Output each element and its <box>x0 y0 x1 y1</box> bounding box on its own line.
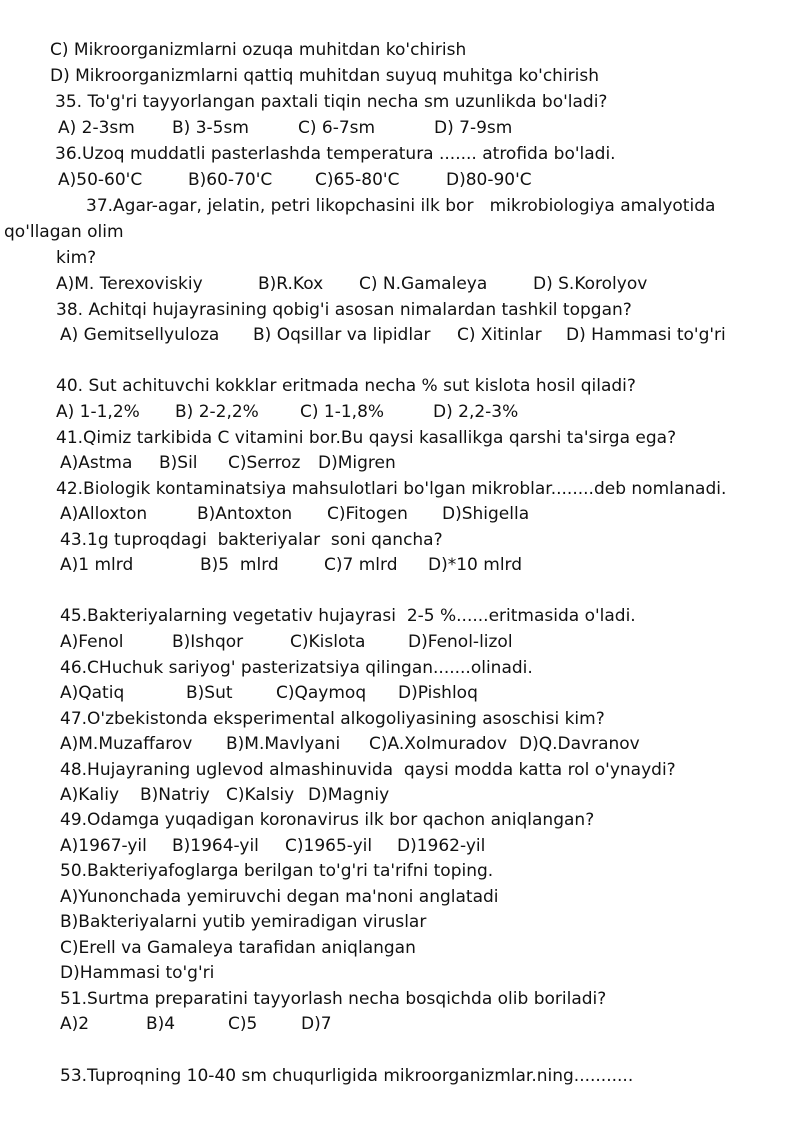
q46-option-a: A)Qatiq <box>60 683 125 703</box>
q47-option-b: B)M.Mavlyani <box>226 734 341 754</box>
q37-option-b: B)R.Kox <box>258 274 324 294</box>
q41-option-c: C)Serroz <box>228 453 301 473</box>
question-50: 50.Bakteriyafoglarga berilgan to'g'ri ta'rifni toping. <box>60 861 494 881</box>
q43-option-c: C)7 mlrd <box>324 555 398 575</box>
q41-option-a: A)Astma <box>60 453 133 473</box>
q51-option-d: D)7 <box>301 1014 332 1034</box>
question-49: 49.Odamga yuqadigan koronavirus ilk bor qachon aniqlangan? <box>60 810 595 830</box>
question-42: 42.Biologik kontaminatsiya mahsulotlari bo'lgan mikroblar........deb nomlanadi. <box>56 479 727 499</box>
q47-option-d: D)Q.Davranov <box>519 734 640 754</box>
q48-option-c: C)Kalsiy <box>226 785 295 805</box>
q49-option-c: C)1965-yil <box>285 836 373 856</box>
question-37-line2: qo'llagan olim <box>4 222 124 242</box>
question-37-line1: 37.Agar-agar, jelatin, petri likopchasini ilk bor mikrobiologiya amalyotida <box>86 196 716 216</box>
q47-option-a: A)M.Muzaffarov <box>60 734 193 754</box>
q45-option-b: B)Ishqor <box>172 632 244 652</box>
q47-option-c: C)A.Xolmuradov <box>369 734 508 754</box>
q50-option-c: C)Erell va Gamaleya tarafidan aniqlangan <box>60 938 416 958</box>
q43-option-b: B)5 mlrd <box>200 555 279 575</box>
question-41: 41.Qimiz tarkibida C vitamini bor.Bu qaysi kasallikga qarshi ta'sirga ega? <box>56 428 677 448</box>
question-51: 51.Surtma preparatini tayyorlash necha bosqichda olib boriladi? <box>60 989 607 1009</box>
q49-option-b: B)1964-yil <box>172 836 259 856</box>
q36-option-c: C)65-80'C <box>315 170 400 190</box>
q48-option-d: D)Magniy <box>308 785 390 805</box>
q40-option-a: A) 1-1,2% <box>56 402 140 422</box>
q38-option-a: A) Gemitsellyuloza <box>60 325 220 345</box>
question-47: 47.O'zbekistonda eksperimental alkogoliyasining asoschisi kim? <box>60 709 605 729</box>
question-45: 45.Bakteriyalarning vegetativ hujayrasi 2-5 %......eritmasida o'ladi. <box>60 606 636 626</box>
q48-option-a: A)Kaliy <box>60 785 120 805</box>
q40-option-b: B) 2-2,2% <box>175 402 259 422</box>
q41-option-d: D)Migren <box>318 453 396 473</box>
q40-option-c: C) 1-1,8% <box>300 402 385 422</box>
question-38: 38. Achitqi hujayrasining qobig'i asosan nimalardan tashkil topgan? <box>56 300 632 320</box>
q46-option-d: D)Pishloq <box>398 683 478 703</box>
q51-option-b: B)4 <box>146 1014 176 1034</box>
question-37-line3: kim? <box>56 248 97 268</box>
q40-option-d: D) 2,2-3% <box>433 402 519 422</box>
q46-option-c: C)Qaymoq <box>276 683 367 703</box>
q42-option-d: D)Shigella <box>442 504 530 524</box>
q36-option-a: A)50-60'C <box>58 170 143 190</box>
q35-option-b: B) 3-5sm <box>172 118 249 138</box>
question-46: 46.CHuchuk sariyog' pasterizatsiya qilingan.......olinadi. <box>60 658 533 678</box>
q35-option-d: D) 7-9sm <box>434 118 513 138</box>
q38-option-b: B) Oqsillar va lipidlar <box>253 325 431 345</box>
q45-option-d: D)Fenol-lizol <box>408 632 513 652</box>
q37-option-d: D) S.Korolyov <box>533 274 648 294</box>
q48-option-b: B)Natriy <box>140 785 210 805</box>
q49-option-a: A)1967-yil <box>60 836 147 856</box>
q36-option-b: B)60-70'C <box>188 170 273 190</box>
q50-option-b: B)Bakteriyalarni yutib yemiradigan viruslar <box>60 912 427 932</box>
question-48: 48.Hujayraning uglevod almashinuvida qaysi modda katta rol o'ynaydi? <box>60 760 676 780</box>
q38-option-d: D) Hammasi to'g'ri <box>566 325 726 345</box>
q43-option-d: D)*10 mlrd <box>428 555 523 575</box>
q42-option-b: B)Antoxton <box>197 504 293 524</box>
q50-option-d: D)Hammasi to'g'ri <box>60 963 215 983</box>
q41-option-b: B)Sil <box>159 453 198 473</box>
question-35: 35. To'g'ri tayyorlangan paxtali tiqin necha sm uzunlikda bo'ladi? <box>55 92 608 112</box>
option-d-prev: D) Mikroorganizmlarni qattiq muhitdan suyuq muhitga ko'chirish <box>50 66 600 86</box>
question-53: 53.Tuproqning 10-40 sm chuqurligida mikroorganizmlar.ning........... <box>60 1066 634 1086</box>
q35-option-a: A) 2-3sm <box>58 118 135 138</box>
q49-option-d: D)1962-yil <box>397 836 486 856</box>
q51-option-a: A)2 <box>60 1014 90 1034</box>
q37-option-c: C) N.Gamaleya <box>359 274 488 294</box>
q46-option-b: B)Sut <box>186 683 233 703</box>
q43-option-a: A)1 mlrd <box>60 555 134 575</box>
q42-option-a: A)Alloxton <box>60 504 148 524</box>
question-36: 36.Uzoq muddatli pasterlashda temperatura ....... atrofida bo'ladi. <box>55 144 616 164</box>
question-43: 43.1g tuproqdagi bakteriyalar soni qancha? <box>60 530 443 550</box>
q36-option-d: D)80-90'C <box>446 170 532 190</box>
q51-option-c: C)5 <box>228 1014 258 1034</box>
q35-option-c: C) 6-7sm <box>298 118 376 138</box>
q45-option-a: A)Fenol <box>60 632 124 652</box>
q45-option-c: C)Kislota <box>290 632 366 652</box>
option-c-prev: C) Mikroorganizmlarni ozuqa muhitdan ko'chirish <box>50 40 467 60</box>
q50-option-a: A)Yunonchada yemiruvchi degan ma'noni anglatadi <box>60 887 499 907</box>
q38-option-c: C) Xitinlar <box>457 325 542 345</box>
q42-option-c: C)Fitogen <box>327 504 408 524</box>
q37-option-a: A)M. Terexoviskiy <box>56 274 203 294</box>
question-40: 40. Sut achituvchi kokklar eritmada necha % sut kislota hosil qiladi? <box>56 376 636 396</box>
